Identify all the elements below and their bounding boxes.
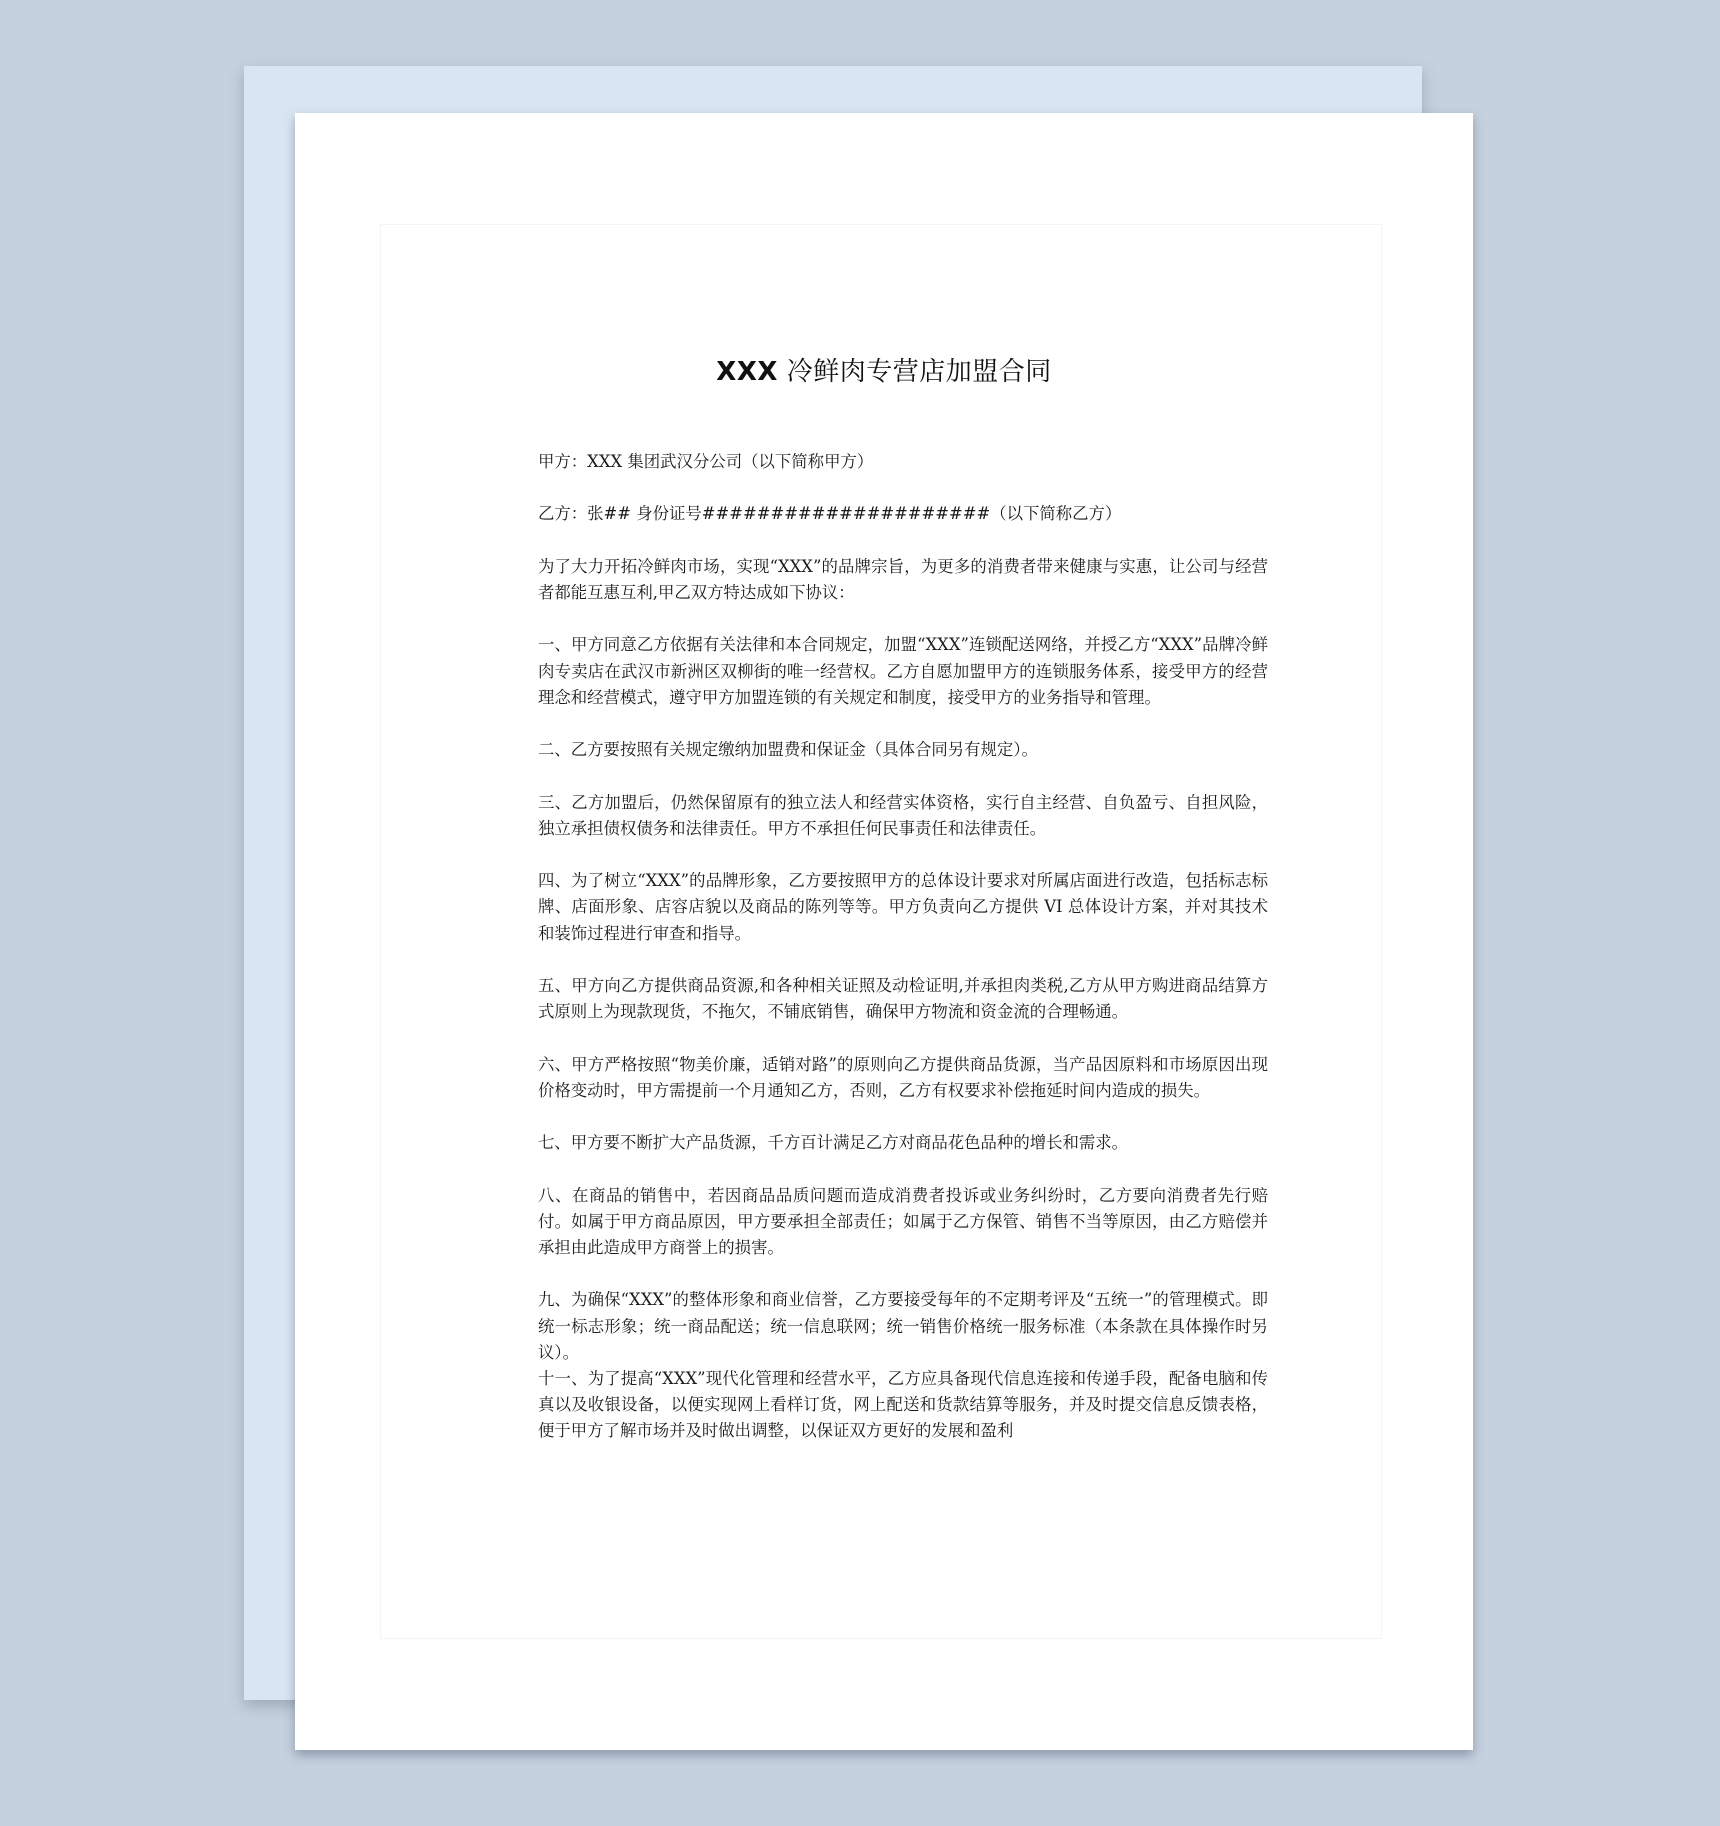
clause-6: 六、甲方严格按照“物美价廉，适销对路”的原则向乙方提供商品货源，当产品因原料和市场原因出现价格变动时，甲方需提前一个月通知乙方，否则，乙方有权要求补偿拖延时间内造成的损失。 <box>538 1054 1268 1100</box>
title-prefix: XXX <box>716 357 778 387</box>
party-a-line: 甲方：XXX 集团武汉分公司（以下简称甲方） <box>538 452 874 471</box>
clause-7: 七、甲方要不断扩大产品货源，千方百计满足乙方对商品花色品种的增长和需求。 <box>538 1133 1129 1153</box>
party-b-line: 乙方：张## 身份证号#####################（以下简称乙方） <box>538 504 1122 524</box>
clause-5: 五、甲方向乙方提供商品资源,和各种相关证照及动检证明,并承担肉类税,乙方从甲方购进商品结算方式原则上为现款现货，不拖欠，不铺底销售，确保甲方物流和资金流的合理畅通。 <box>538 975 1268 1022</box>
clause-11: 十一、为了提高“XXX”现代化管理和经营水平，乙方应具备现代信息连接和传递手段，配备电脑和传真以及收银设备，以便实现网上看样订货，网上配送和货款结算等服务，并及时提交信息反馈表格，便于甲方了解市场并及时做出调整，以保证双方更好的发展和盈利 <box>538 1368 1268 1441</box>
clause-2: 二、乙方要按照有关规定缴纳加盟费和保证金（具体合同另有规定）。 <box>538 740 1038 760</box>
clause-1: 一、甲方同意乙方依据有关法律和本合同规定，加盟“XXX”连锁配送网络，并授乙方“XXX”品牌冷鲜肉专卖店在武汉市新洲区双柳街的唯一经营权。乙方自愿加盟甲方的连锁服务体系，接受甲方的经营理念和经营模式，遵守甲方加盟连锁的有关规定和制度，接受甲方的业务指导和管理。 <box>538 635 1268 707</box>
clause-9: 九、为确保“XXX”的整体形象和商业信誉，乙方要接受每年的不定期考评及“五统一”的管理模式。即统一标志形象；统一商品配送；统一信息联网；统一销售价格统一服务标准（本条款在具体操作时另议）。 <box>538 1290 1268 1362</box>
preamble-paragraph: 为了大力开拓冷鲜肉市场，实现“XXX”的品牌宗旨，为更多的消费者带来健康与实惠，让公司与经营者都能互惠互利,甲乙双方特达成如下协议： <box>538 556 1268 602</box>
document-body <box>538 449 1268 1445</box>
document-title <box>295 351 1473 388</box>
clause-3: 三、乙方加盟后，仍然保留原有的独立法人和经营实体资格，实行自主经营、自负盈亏、自担风险，独立承担债权债务和法律责任。甲方不承担任何民事责任和法律责任。 <box>538 792 1268 838</box>
clause-8: 八、在商品的销售中，若因商品品质问题而造成消费者投诉或业务纠纷时，乙方要向消费者先行赔付。如属于甲方商品原因，甲方要承担全部责任；如属于乙方保管、销售不当等原因，由乙方赔偿并承担由此造成甲方商誉上的损害。 <box>538 1185 1268 1257</box>
clause-4: 四、为了树立“XXX”的品牌形象，乙方要按照甲方的总体设计要求对所属店面进行改造，包括标志标牌、店面形象、店容店貌以及商品的陈列等等。甲方负责向乙方提供 VI 总体设计方案，并对其技术和装饰过程进行审查和指导。 <box>538 871 1268 943</box>
title-text: 冷鲜肉专营店加盟合同 <box>777 357 1052 387</box>
front-page-sheet <box>295 113 1473 1750</box>
